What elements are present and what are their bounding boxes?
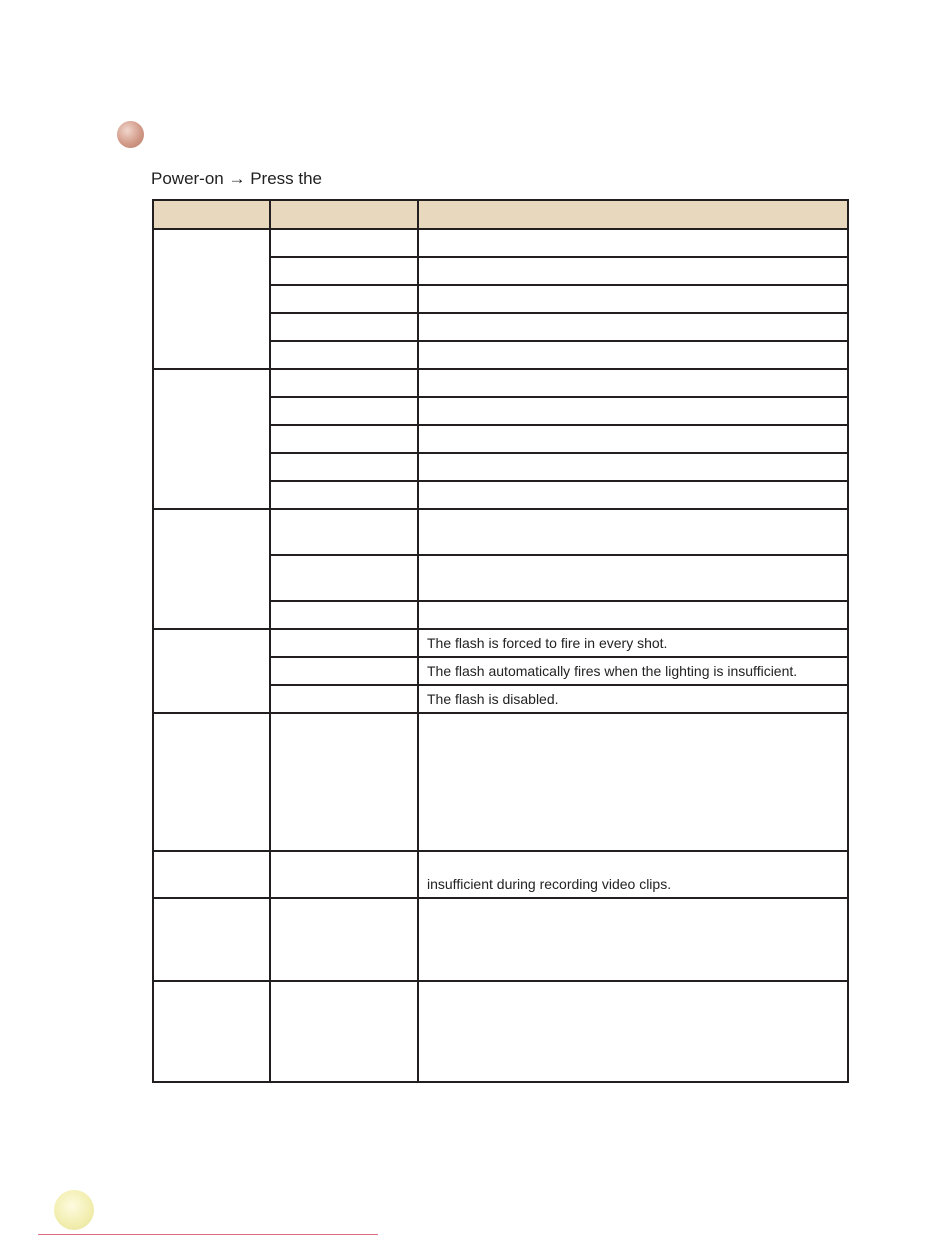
option-cell	[270, 285, 418, 313]
option-cell	[270, 397, 418, 425]
description-cell	[418, 981, 848, 1082]
description-cell	[418, 229, 848, 257]
description-cell	[418, 898, 848, 981]
description-cell	[418, 285, 848, 313]
description-cell	[418, 601, 848, 629]
description-cell	[418, 509, 848, 555]
table-row	[153, 713, 848, 851]
description-cell	[418, 555, 848, 601]
description-cell: The flash automatically fires when the lighting is insufficient.	[418, 657, 848, 685]
description-cell	[418, 369, 848, 397]
description-cell	[418, 313, 848, 341]
table-row	[153, 629, 848, 657]
header-description	[418, 200, 848, 229]
option-cell	[270, 851, 418, 898]
table-row	[153, 229, 848, 257]
option-cell	[270, 453, 418, 481]
description-cell	[418, 341, 848, 369]
intro-text: Power-on → Press the	[151, 169, 323, 188]
option-cell	[270, 981, 418, 1082]
footer-rule	[38, 1234, 378, 1235]
table-row	[153, 509, 848, 555]
option-cell	[270, 229, 418, 257]
option-cell	[270, 369, 418, 397]
option-cell	[270, 509, 418, 555]
table-header-row	[153, 200, 848, 229]
item-cell	[153, 981, 270, 1082]
option-cell	[270, 481, 418, 509]
option-cell	[270, 629, 418, 657]
option-cell	[270, 898, 418, 981]
header-item	[153, 200, 270, 229]
item-cell	[153, 898, 270, 981]
description-cell	[418, 713, 848, 851]
table-row	[153, 898, 848, 981]
description-cell	[418, 425, 848, 453]
settings-table	[152, 199, 849, 1083]
option-cell	[270, 341, 418, 369]
description-cell	[418, 257, 848, 285]
description-cell: The flash is disabled.	[418, 685, 848, 713]
description-cell	[418, 481, 848, 509]
table-row	[153, 981, 848, 1082]
option-cell	[270, 425, 418, 453]
option-cell	[270, 257, 418, 285]
table-row	[153, 369, 848, 397]
description-cell: The flash is forced to fire in every shot.	[418, 629, 848, 657]
item-cell	[153, 509, 270, 629]
option-cell	[270, 601, 418, 629]
description-cell	[418, 453, 848, 481]
option-cell	[270, 685, 418, 713]
item-cell	[153, 229, 270, 369]
description-cell: insufficient during recording video clips.	[418, 851, 848, 898]
item-cell	[153, 369, 270, 509]
item-cell	[153, 851, 270, 898]
option-cell	[270, 657, 418, 685]
option-cell	[270, 555, 418, 601]
item-cell	[153, 713, 270, 851]
item-cell	[153, 629, 270, 713]
table-row	[153, 851, 848, 898]
header-option	[270, 200, 418, 229]
option-cell	[270, 713, 418, 851]
page-number-badge	[54, 1190, 94, 1230]
option-cell	[270, 313, 418, 341]
description-cell	[418, 397, 848, 425]
section-bullet-icon	[117, 121, 144, 148]
